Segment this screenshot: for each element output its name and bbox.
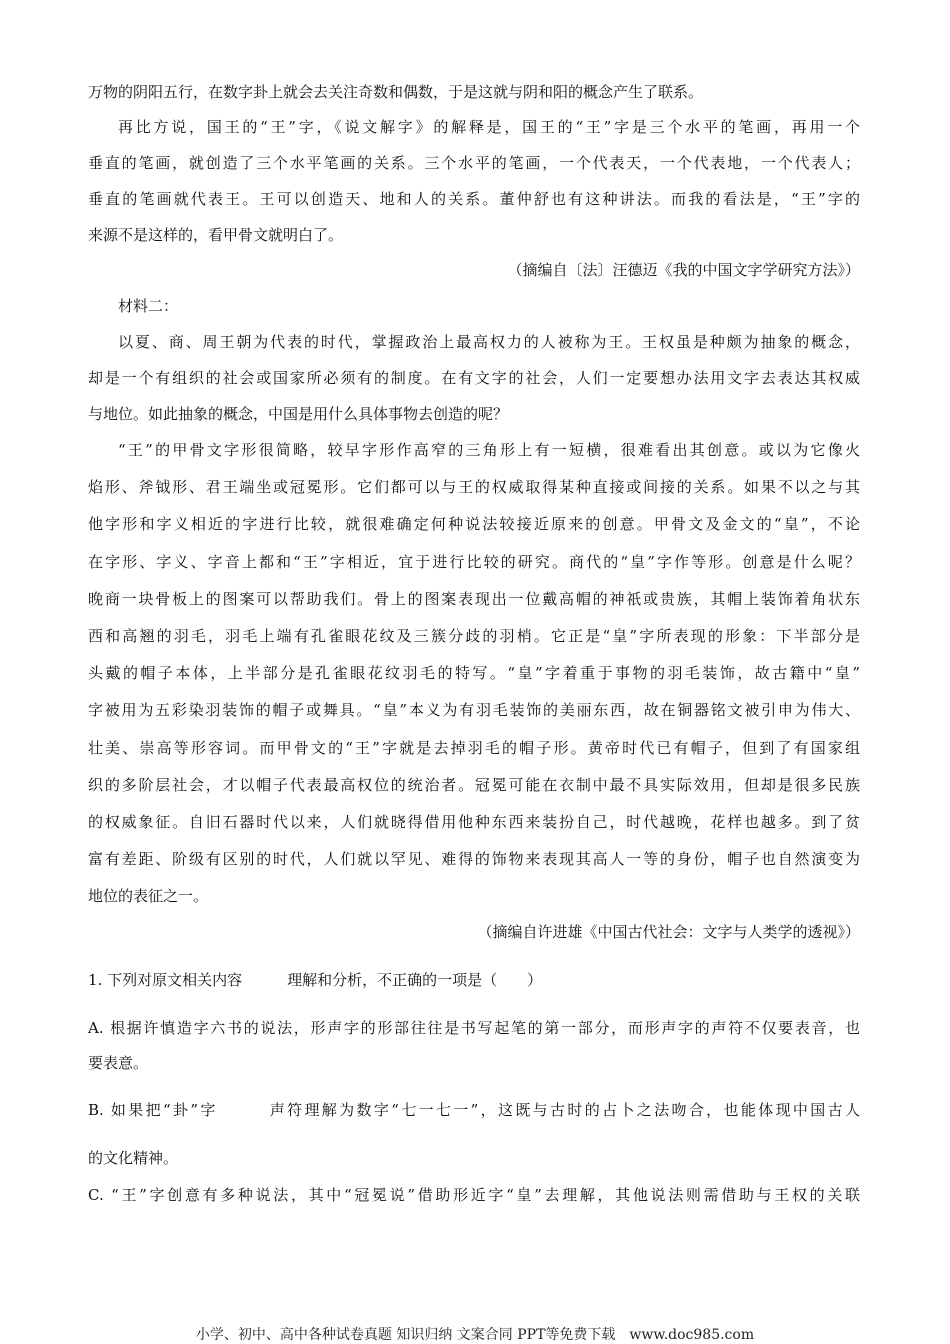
- passage-line: 再比方说，国王的“王”字，《说文解字》的解释是，国王的“王”字是三个水平的笔画，再用一个: [118, 118, 860, 136]
- option-a-cont: 要表意。: [88, 1054, 149, 1072]
- passage-line: 以夏、商、周王朝为代表的时代，掌握政治上最高权力的人被称为王。王权虽是种颇为抽象的概念，: [118, 333, 860, 351]
- footer-ad: 小学、初中、高中各种试卷真题 知识归纳 文案合同 PPT等免费下载 www.doc985.com: [195, 1327, 755, 1343]
- passage-line: 富有差距、阶级有区别的时代，人们就以罕见、难得的饰物来表现其高人一等的身份，帽子也自然演变为: [88, 850, 860, 869]
- passage-line: 西和高翘的羽毛，羽毛上端有孔雀眼花纹及三簇分歧的羽梢。它正是“皇”字所表现的形象：下半部分是: [88, 627, 860, 645]
- passage-line: 壮美、崇高等形容词。而甲骨文的“王”字就是去掉羽毛的帽子形。黄帝时代已有帽子，但到了有国家组: [88, 738, 860, 757]
- option-b: B. 如果把“卦”字 声符理解为数字“七一七一”，这既与古时的占卜之法吻合，也能体现中国古人: [88, 1101, 860, 1119]
- option-c: C. “王”字创意有多种说法，其中“冠冕说”借助形近字“皇”去理解，其他说法则需借助与王权的关联: [88, 1186, 860, 1204]
- passage-line: 头戴的帽子本体，上半部分是孔雀眼花纹羽毛的特写。“皇”字着重于事物的羽毛装饰，故古籍中“皇”: [88, 664, 860, 683]
- passage-line: 他字形和字义相近的字进行比较，就很难确定何种说法较接近原来的创意。甲骨文及金文的“皇”，不论: [88, 515, 860, 534]
- passage-line: 晚商一块骨板上的图案可以帮助我们。骨上的图案表现出一位戴高帽的神祇或贵族，其帽上装饰着角状东: [88, 589, 860, 608]
- passage-line: 垂直的笔画就代表王。王可以创造天、地和人的关系。董仲舒也有这种讲法。而我的看法是，“王”字的: [88, 190, 860, 208]
- passage-line: 万物的阴阳五行，在数字卦上就会去关注奇数和偶数，于是这就与阴和阳的概念产生了联系。: [88, 83, 704, 101]
- question-stem: 1. 下列对原文相关内容 理解和分析，不正确的一项是（ ）: [88, 971, 543, 989]
- citation: （摘编自〔法〕汪德迈《我的中国文字学研究方法》）: [507, 261, 860, 279]
- passage-line: 来源不是这样的，看甲骨文就明白了。: [88, 226, 344, 244]
- passage-line: “王”的甲骨文字形很简略，较早字形作高窄的三角形上有一短横，很难看出其创意。或以为它像火: [118, 441, 860, 459]
- passage-line: 垂直的笔画，就创造了三个水平笔画的关系。三个水平的笔画，一个代表天，一个代表地，一个代表人；: [88, 154, 860, 172]
- passage-line: 在字形、字义、字音上都和“王”字相近，宜于进行比较的研究。商代的“皇”字作等形。创意是什么呢？: [88, 552, 860, 571]
- passage-line: 却是一个有组织的社会或国家所必须有的制度。在有文字的社会，人们一定要想办法用文字去表达其权威: [88, 369, 860, 387]
- passage-line: 织的多阶层社会，才以帽子代表最高权位的统治者。冠冕可能在衣制中最不具实际效用，但却是很多民族: [88, 775, 860, 794]
- passage-line: 字被用为五彩染羽装饰的帽子或舞具。“皇”本义为有羽毛装饰的美丽东西，故在铜器铭文被引申为伟大、: [88, 701, 860, 720]
- section-heading: 材料二：: [118, 297, 179, 315]
- option-b-cont: 的文化精神。: [88, 1149, 179, 1167]
- passage-line: 焰形、斧钺形、君王端坐或冠冕形。它们都可以与王的权威取得某种直接或间接的关系。如果不以之与其: [88, 478, 860, 497]
- passage-line: 的权威象征。自旧石器时代以来，人们就晓得借用他种东西来装扮自己，时代越晚，花样也越多。到了贫: [88, 813, 860, 831]
- passage-line: 与地位。如此抽象的概念，中国是用什么具体事物去创造的呢？: [88, 405, 509, 423]
- option-a: A. 根据许慎造字六书的说法，形声字的形部往往是书写起笔的第一部分，而形声字的声符不仅要表音，也: [88, 1019, 860, 1037]
- passage-line: 地位的表征之一。: [88, 887, 209, 906]
- citation: （摘编自许进雄《中国古代社会：文字与人类学的透视》）: [477, 923, 860, 941]
